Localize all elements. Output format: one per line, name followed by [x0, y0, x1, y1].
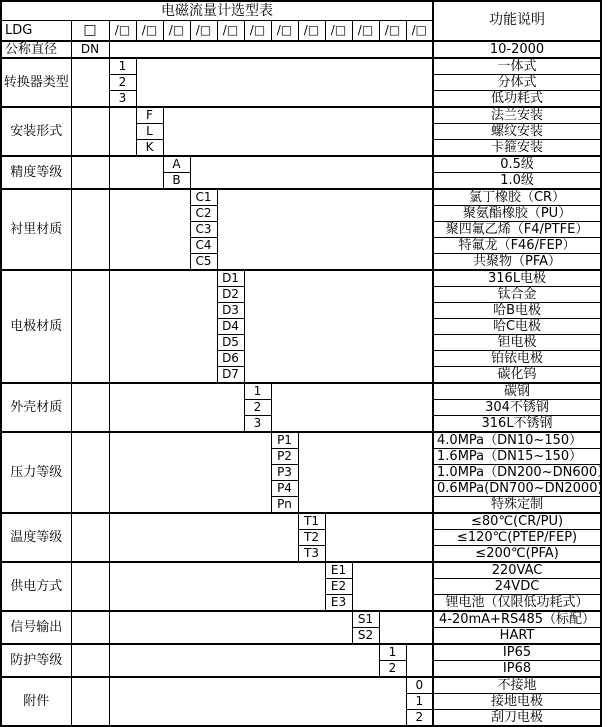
- category-label: 压力等级: [1, 432, 71, 513]
- code-cell: L: [136, 123, 163, 139]
- slot-glyph: /□: [109, 21, 136, 41]
- code-cell: D2: [217, 286, 244, 302]
- desc-cell: 0.5级: [433, 156, 601, 173]
- code-cell: 1: [379, 644, 406, 661]
- desc-cell: 分体式: [433, 74, 601, 90]
- code-cell: D3: [217, 302, 244, 318]
- desc-cell: 锂电池（仅限低功耗式）: [433, 594, 601, 611]
- slot-glyph: /□: [379, 21, 406, 41]
- desc-cell: 0.6MPa(DN700~DN2000): [433, 480, 601, 496]
- spacer-cell: [325, 513, 433, 562]
- code-cell: 1: [109, 58, 136, 75]
- spacer-cell: [136, 58, 433, 107]
- desc-cell: 4.0MPa（DN10~150）: [433, 432, 601, 449]
- code-cell: 2: [406, 709, 433, 726]
- spacer-cell: [71, 562, 109, 611]
- desc-cell: 卡箍安装: [433, 139, 601, 156]
- category-label: 安装形式: [1, 107, 71, 156]
- spacer-cell: [109, 383, 244, 432]
- category-label: 防护等级: [1, 644, 71, 677]
- desc-cell: 接地电极: [433, 693, 601, 709]
- spacer-cell: [109, 432, 271, 513]
- code-cell: DN: [71, 41, 109, 58]
- code-cell: E2: [325, 578, 352, 594]
- desc-cell: 碳化钨: [433, 366, 601, 383]
- desc-cell: 铂铱电极: [433, 350, 601, 366]
- table-title: 电磁流量计选型表: [1, 1, 433, 21]
- desc-cell: HART: [433, 627, 601, 644]
- code-cell: C2: [190, 205, 217, 221]
- spacer-cell: [109, 189, 190, 270]
- slot-glyph: /□: [136, 21, 163, 41]
- code-cell: P4: [271, 480, 298, 496]
- desc-cell: 特氟龙（F46/FEP）: [433, 237, 601, 253]
- spacer-cell: [109, 513, 298, 562]
- desc-cell: 不接地: [433, 677, 601, 694]
- category-label: 外壳材质: [1, 383, 71, 432]
- spacer-cell: [109, 107, 136, 156]
- code-cell: C4: [190, 237, 217, 253]
- function-column-header: 功能说明: [433, 1, 601, 41]
- spacer-cell: [71, 644, 109, 677]
- code-cell: K: [136, 139, 163, 156]
- code-cell: P3: [271, 464, 298, 480]
- code-cell: S1: [352, 611, 379, 628]
- spacer-cell: [379, 611, 433, 644]
- desc-cell: ≤120℃(PTEP/FEP): [433, 529, 601, 545]
- desc-cell: 刮刀电极: [433, 709, 601, 726]
- desc-cell: IP68: [433, 660, 601, 677]
- category-label: 电极材质: [1, 270, 71, 383]
- desc-cell: 304不锈钢: [433, 399, 601, 415]
- category-label: 衬里材质: [1, 189, 71, 270]
- desc-cell: ≤200℃(PFA): [433, 545, 601, 562]
- desc-cell: 220VAC: [433, 562, 601, 579]
- code-cell: T1: [298, 513, 325, 530]
- spacer-cell: [71, 611, 109, 644]
- desc-cell: 10-2000: [433, 41, 601, 58]
- category-label: 公称直径: [1, 41, 71, 58]
- spacer-cell: [298, 432, 433, 513]
- desc-cell: 1.0MPa（DN200~DN600）: [433, 464, 601, 480]
- code-cell: Pn: [271, 496, 298, 513]
- code-cell: D4: [217, 318, 244, 334]
- desc-cell: 螺纹安装: [433, 123, 601, 139]
- code-cell: 1: [406, 693, 433, 709]
- spacer-cell: [71, 270, 109, 383]
- selection-table-body: [1, 1, 610, 726]
- spacer-cell: [109, 611, 352, 644]
- code-cell: E1: [325, 562, 352, 579]
- code-cell: C3: [190, 221, 217, 237]
- spacer-cell: [190, 156, 433, 189]
- desc-cell: 聚四氟乙烯（F4/PTFE）: [433, 221, 601, 237]
- spacer-cell: [271, 383, 433, 432]
- code-cell: 2: [109, 74, 136, 90]
- code-cell: C5: [190, 253, 217, 270]
- category-label: 温度等级: [1, 513, 71, 562]
- slot-glyph: /□: [217, 21, 244, 41]
- desc-cell: 哈C电极: [433, 318, 601, 334]
- desc-cell: 氯丁橡胶（CR）: [433, 189, 601, 206]
- spacer-cell: [71, 58, 109, 107]
- code-cell: C1: [190, 189, 217, 206]
- code-cell: 3: [244, 415, 271, 432]
- spacer-cell: [71, 189, 109, 270]
- slot-glyph: /□: [271, 21, 298, 41]
- model-prefix: LDG: [1, 21, 71, 41]
- code-cell: D5: [217, 334, 244, 350]
- desc-cell: 碳钢: [433, 383, 601, 400]
- checkbox-glyph: □: [71, 21, 109, 41]
- desc-cell: 钛合金: [433, 286, 601, 302]
- code-cell: F: [136, 107, 163, 124]
- code-cell: E3: [325, 594, 352, 611]
- category-label: 信号输出: [1, 611, 71, 644]
- spacer-cell: [406, 644, 433, 677]
- desc-cell: 1.6MPa（DN15~150）: [433, 448, 601, 464]
- spacer-cell: [109, 270, 217, 383]
- desc-cell: 24VDC: [433, 578, 601, 594]
- desc-cell: 哈B电极: [433, 302, 601, 318]
- desc-cell: ≤80℃(CR/PU): [433, 513, 601, 530]
- slot-glyph: /□: [298, 21, 325, 41]
- spacer-cell: [217, 189, 433, 270]
- code-cell: S2: [352, 627, 379, 644]
- category-label: 转换器类型: [1, 58, 71, 107]
- code-cell: T3: [298, 545, 325, 562]
- desc-cell: IP65: [433, 644, 601, 661]
- code-cell: 1: [244, 383, 271, 400]
- spacer-cell: [71, 513, 109, 562]
- desc-cell: 4-20mA+RS485（标配）: [433, 611, 601, 628]
- desc-cell: 一体式: [433, 58, 601, 75]
- code-cell: 3: [109, 90, 136, 107]
- slot-glyph: /□: [244, 21, 271, 41]
- category-label: 供电方式: [1, 562, 71, 611]
- code-cell: A: [163, 156, 190, 173]
- slot-glyph: /□: [190, 21, 217, 41]
- code-cell: 2: [379, 660, 406, 677]
- slot-glyph: /□: [352, 21, 379, 41]
- code-cell: P1: [271, 432, 298, 449]
- desc-cell: 法兰安装: [433, 107, 601, 124]
- desc-cell: 共聚物（PFA）: [433, 253, 601, 270]
- desc-cell: 1.0级: [433, 172, 601, 189]
- spacer-cell: [109, 644, 379, 677]
- code-cell: D1: [217, 270, 244, 287]
- category-label: 精度等级: [1, 156, 71, 189]
- code-cell: 2: [244, 399, 271, 415]
- desc-cell: 钽电极: [433, 334, 601, 350]
- spacer-cell: [163, 107, 433, 156]
- code-cell: T2: [298, 529, 325, 545]
- spacer-cell: [352, 562, 433, 611]
- code-cell: 0: [406, 677, 433, 694]
- spacer-cell: [71, 107, 109, 156]
- code-cell: B: [163, 172, 190, 189]
- slot-glyph: /□: [325, 21, 352, 41]
- spacer-cell: [71, 383, 109, 432]
- spacer-cell: [109, 41, 433, 58]
- spacer-cell: [109, 677, 406, 726]
- spacer-cell: [71, 156, 109, 189]
- desc-cell: 316L电极: [433, 270, 601, 287]
- desc-cell: 聚氨酯橡胶（PU）: [433, 205, 601, 221]
- spacer-cell: [244, 270, 433, 383]
- category-label: 附件: [1, 677, 71, 726]
- code-cell: D6: [217, 350, 244, 366]
- slot-glyph: /□: [163, 21, 190, 41]
- spacer-cell: [71, 432, 109, 513]
- spacer-cell: [71, 677, 109, 726]
- code-cell: P2: [271, 448, 298, 464]
- spacer-cell: [109, 156, 163, 189]
- desc-cell: 特殊定制: [433, 496, 601, 513]
- spacer-cell: [109, 562, 325, 611]
- code-cell: D7: [217, 366, 244, 383]
- slot-glyph: /□: [406, 21, 433, 41]
- desc-cell: 316L不锈钢: [433, 415, 601, 432]
- desc-cell: 低功耗式: [433, 90, 601, 107]
